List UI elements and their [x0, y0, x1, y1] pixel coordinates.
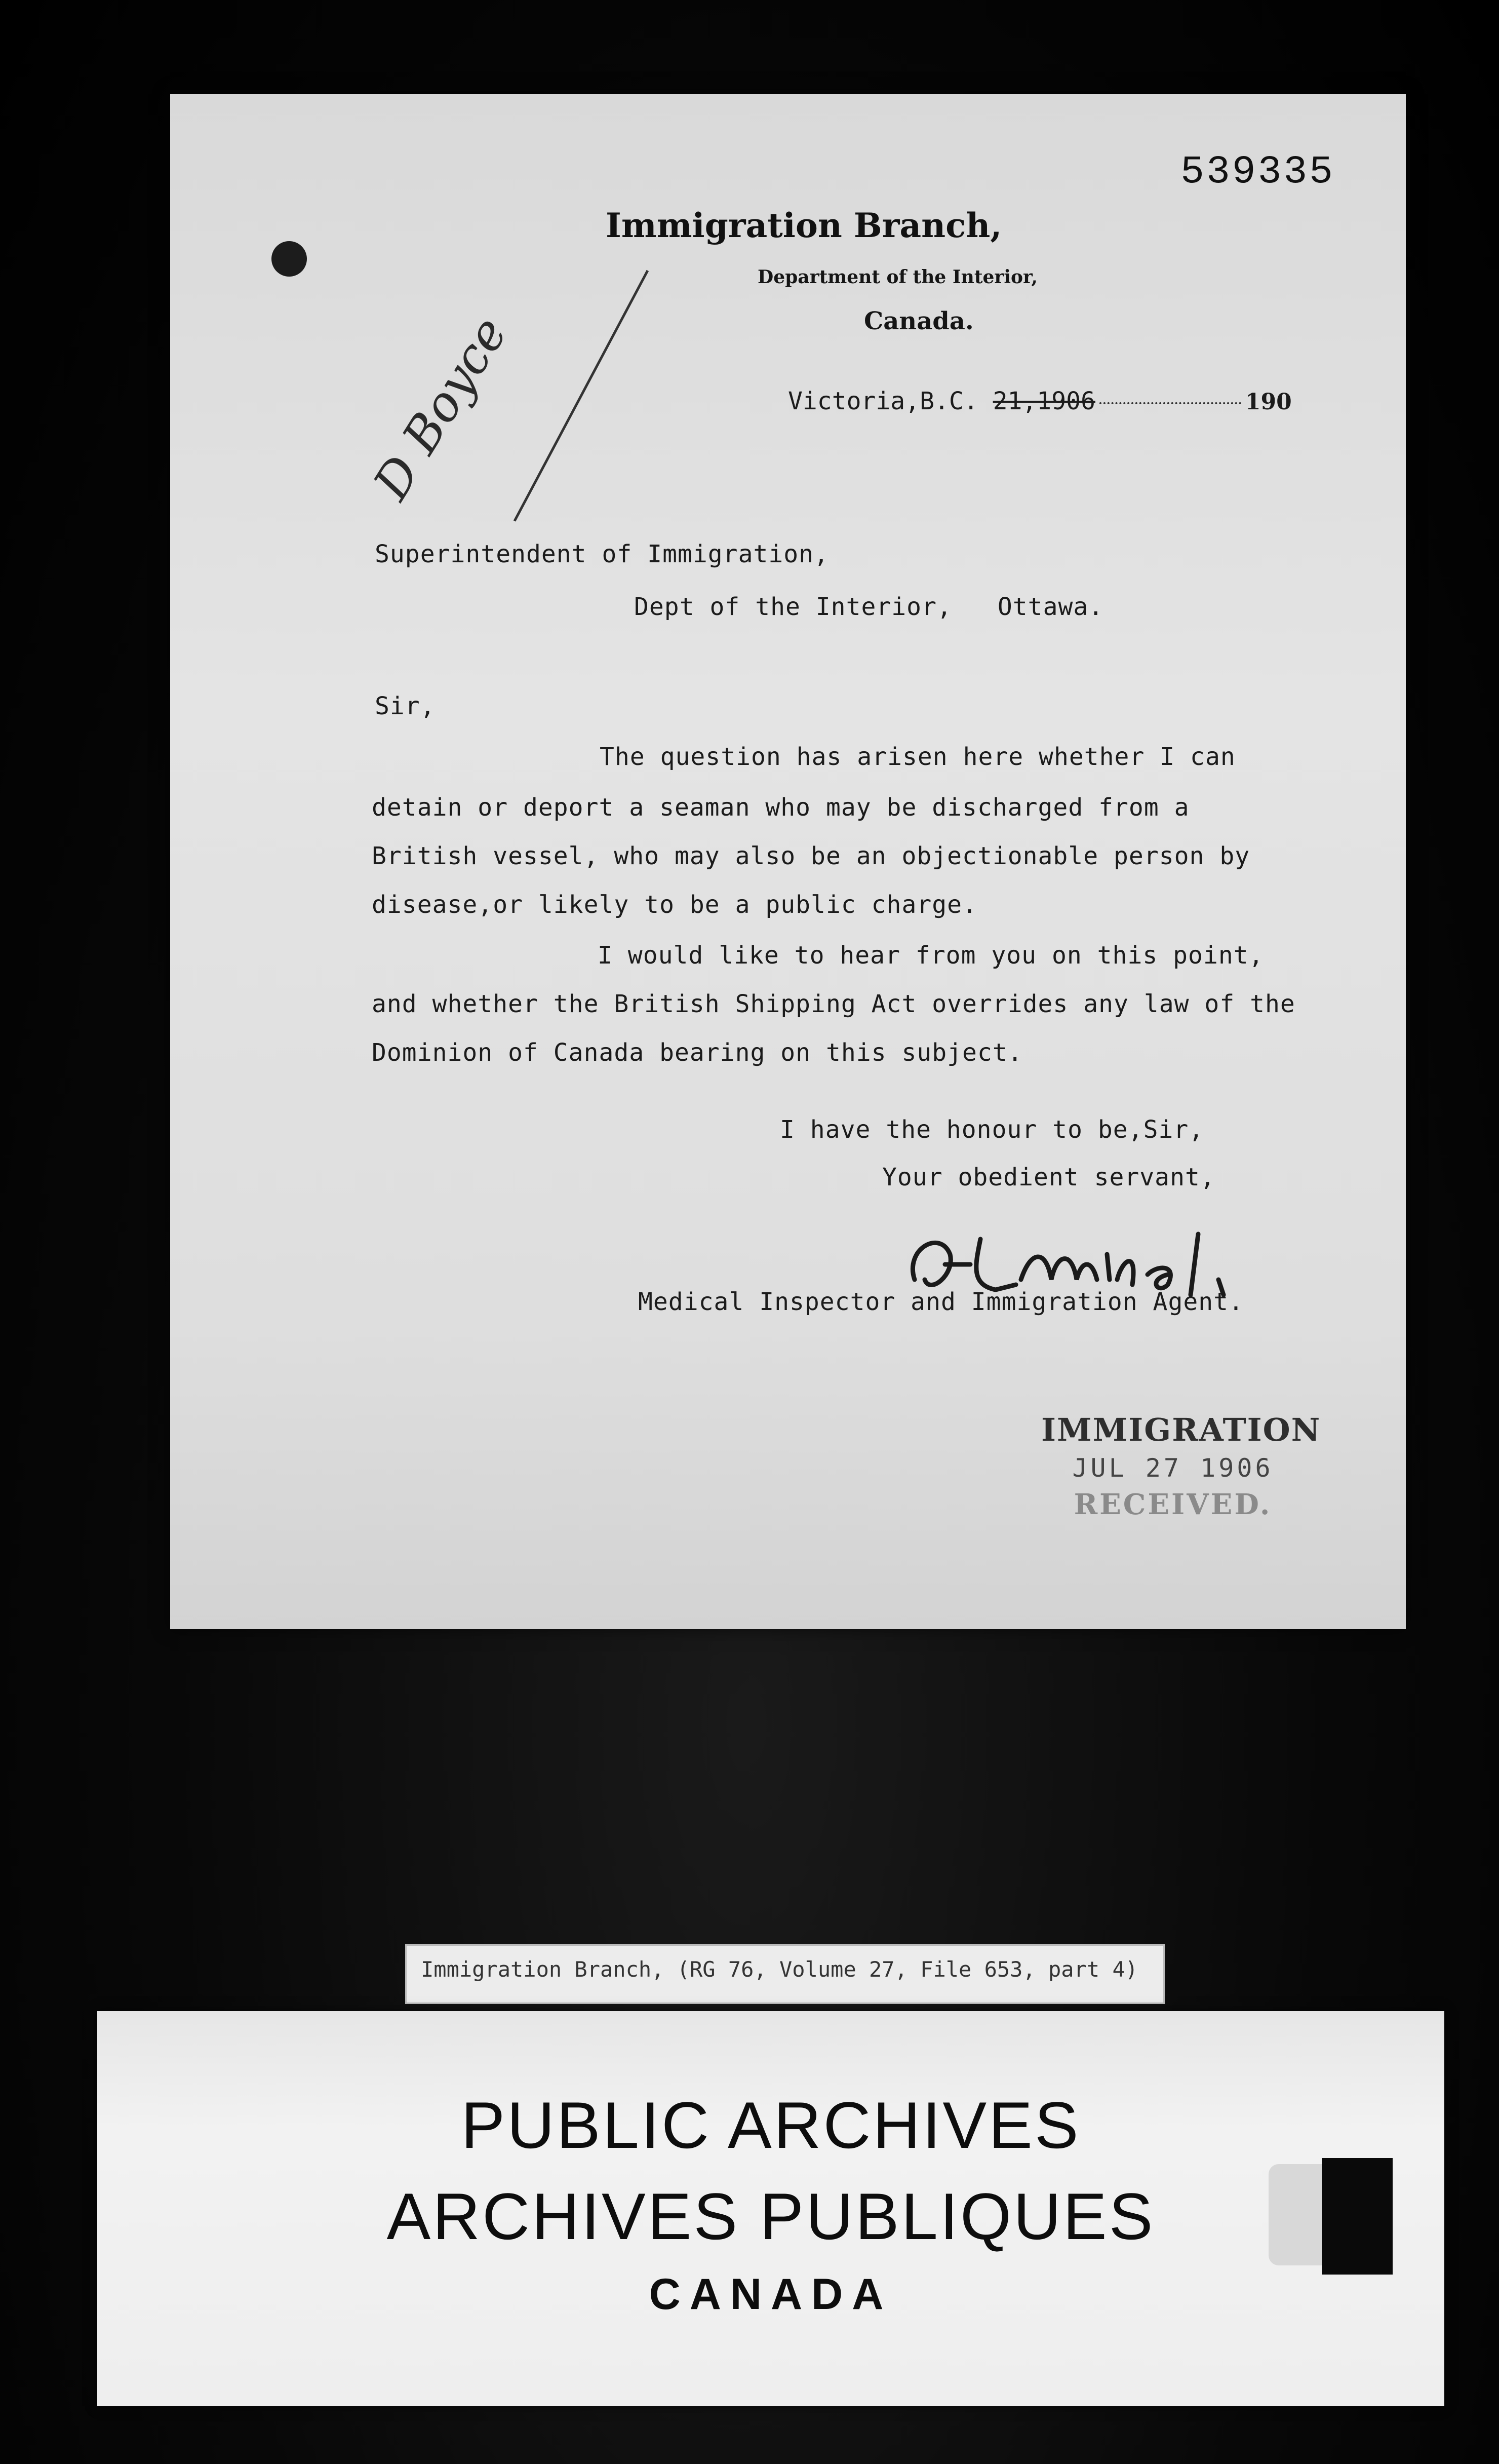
- letterhead-branch: Immigration Branch,: [606, 206, 1002, 245]
- salutation: Sir,: [375, 692, 436, 720]
- dateline-printed-year: 190: [1245, 389, 1292, 415]
- archives-card: [97, 2011, 1444, 2406]
- body-line: British vessel, who may also be an objectionable person by: [372, 842, 1250, 870]
- addressee-dept: Dept of the Interior,: [634, 593, 952, 621]
- body-line: disease,or likely to be a public charge.: [372, 891, 977, 919]
- annotation-stroke: [514, 270, 649, 522]
- dateline: [788, 387, 1292, 415]
- stamp-line3: RECEIVED.: [1074, 1488, 1272, 1521]
- handwritten-annotation: D Boyce: [363, 307, 519, 510]
- card-tab-shadow: [1322, 2158, 1393, 2275]
- body-line: detain or deport a seaman who may be discharged from a: [372, 793, 1190, 822]
- dateline-place: Victoria,B.C.: [788, 387, 978, 415]
- archives-line-country: CANADA: [649, 2270, 893, 2319]
- addressee-line1: Superintendent of Immigration,: [375, 540, 829, 568]
- file-number: 539335: [1180, 150, 1335, 195]
- letterhead-department: Department of the Interior,: [758, 266, 1038, 288]
- body-line: Dominion of Canada bearing on this subject.: [372, 1038, 1023, 1067]
- closing-line2: Your obedient servant,: [882, 1163, 1215, 1191]
- received-stamp: [1041, 1411, 1321, 1521]
- letter-sheet: [170, 94, 1406, 1629]
- body-line: I would like to hear from you on this point,: [598, 941, 1264, 970]
- archives-line-fr: ARCHIVES PUBLIQUES: [386, 2179, 1155, 2253]
- stamp-line1: IMMIGRATION: [1041, 1411, 1321, 1448]
- closing-line1: I have the honour to be,Sir,: [780, 1115, 1204, 1144]
- addressee-city: Ottawa.: [997, 593, 1104, 621]
- stamp-date: JUL 27 1906: [1072, 1453, 1274, 1483]
- dateline-date: 21,1906: [993, 387, 1095, 415]
- addressee-line2: [634, 593, 1103, 621]
- signature-title: Medical Inspector and Immigration Agent.: [638, 1288, 1244, 1316]
- dateline-dots: [1099, 402, 1241, 404]
- punch-hole: [271, 241, 307, 277]
- archives-line-en: PUBLIC ARCHIVES: [461, 2088, 1081, 2162]
- archive-reference-label: Immigration Branch, (RG 76, Volume 27, File 653, part 4): [405, 1944, 1165, 2004]
- body-line: and whether the British Shipping Act overrides any law of the: [372, 990, 1295, 1018]
- body-line: The question has arisen here whether I can: [600, 743, 1236, 771]
- letterhead-country: Canada.: [864, 307, 974, 335]
